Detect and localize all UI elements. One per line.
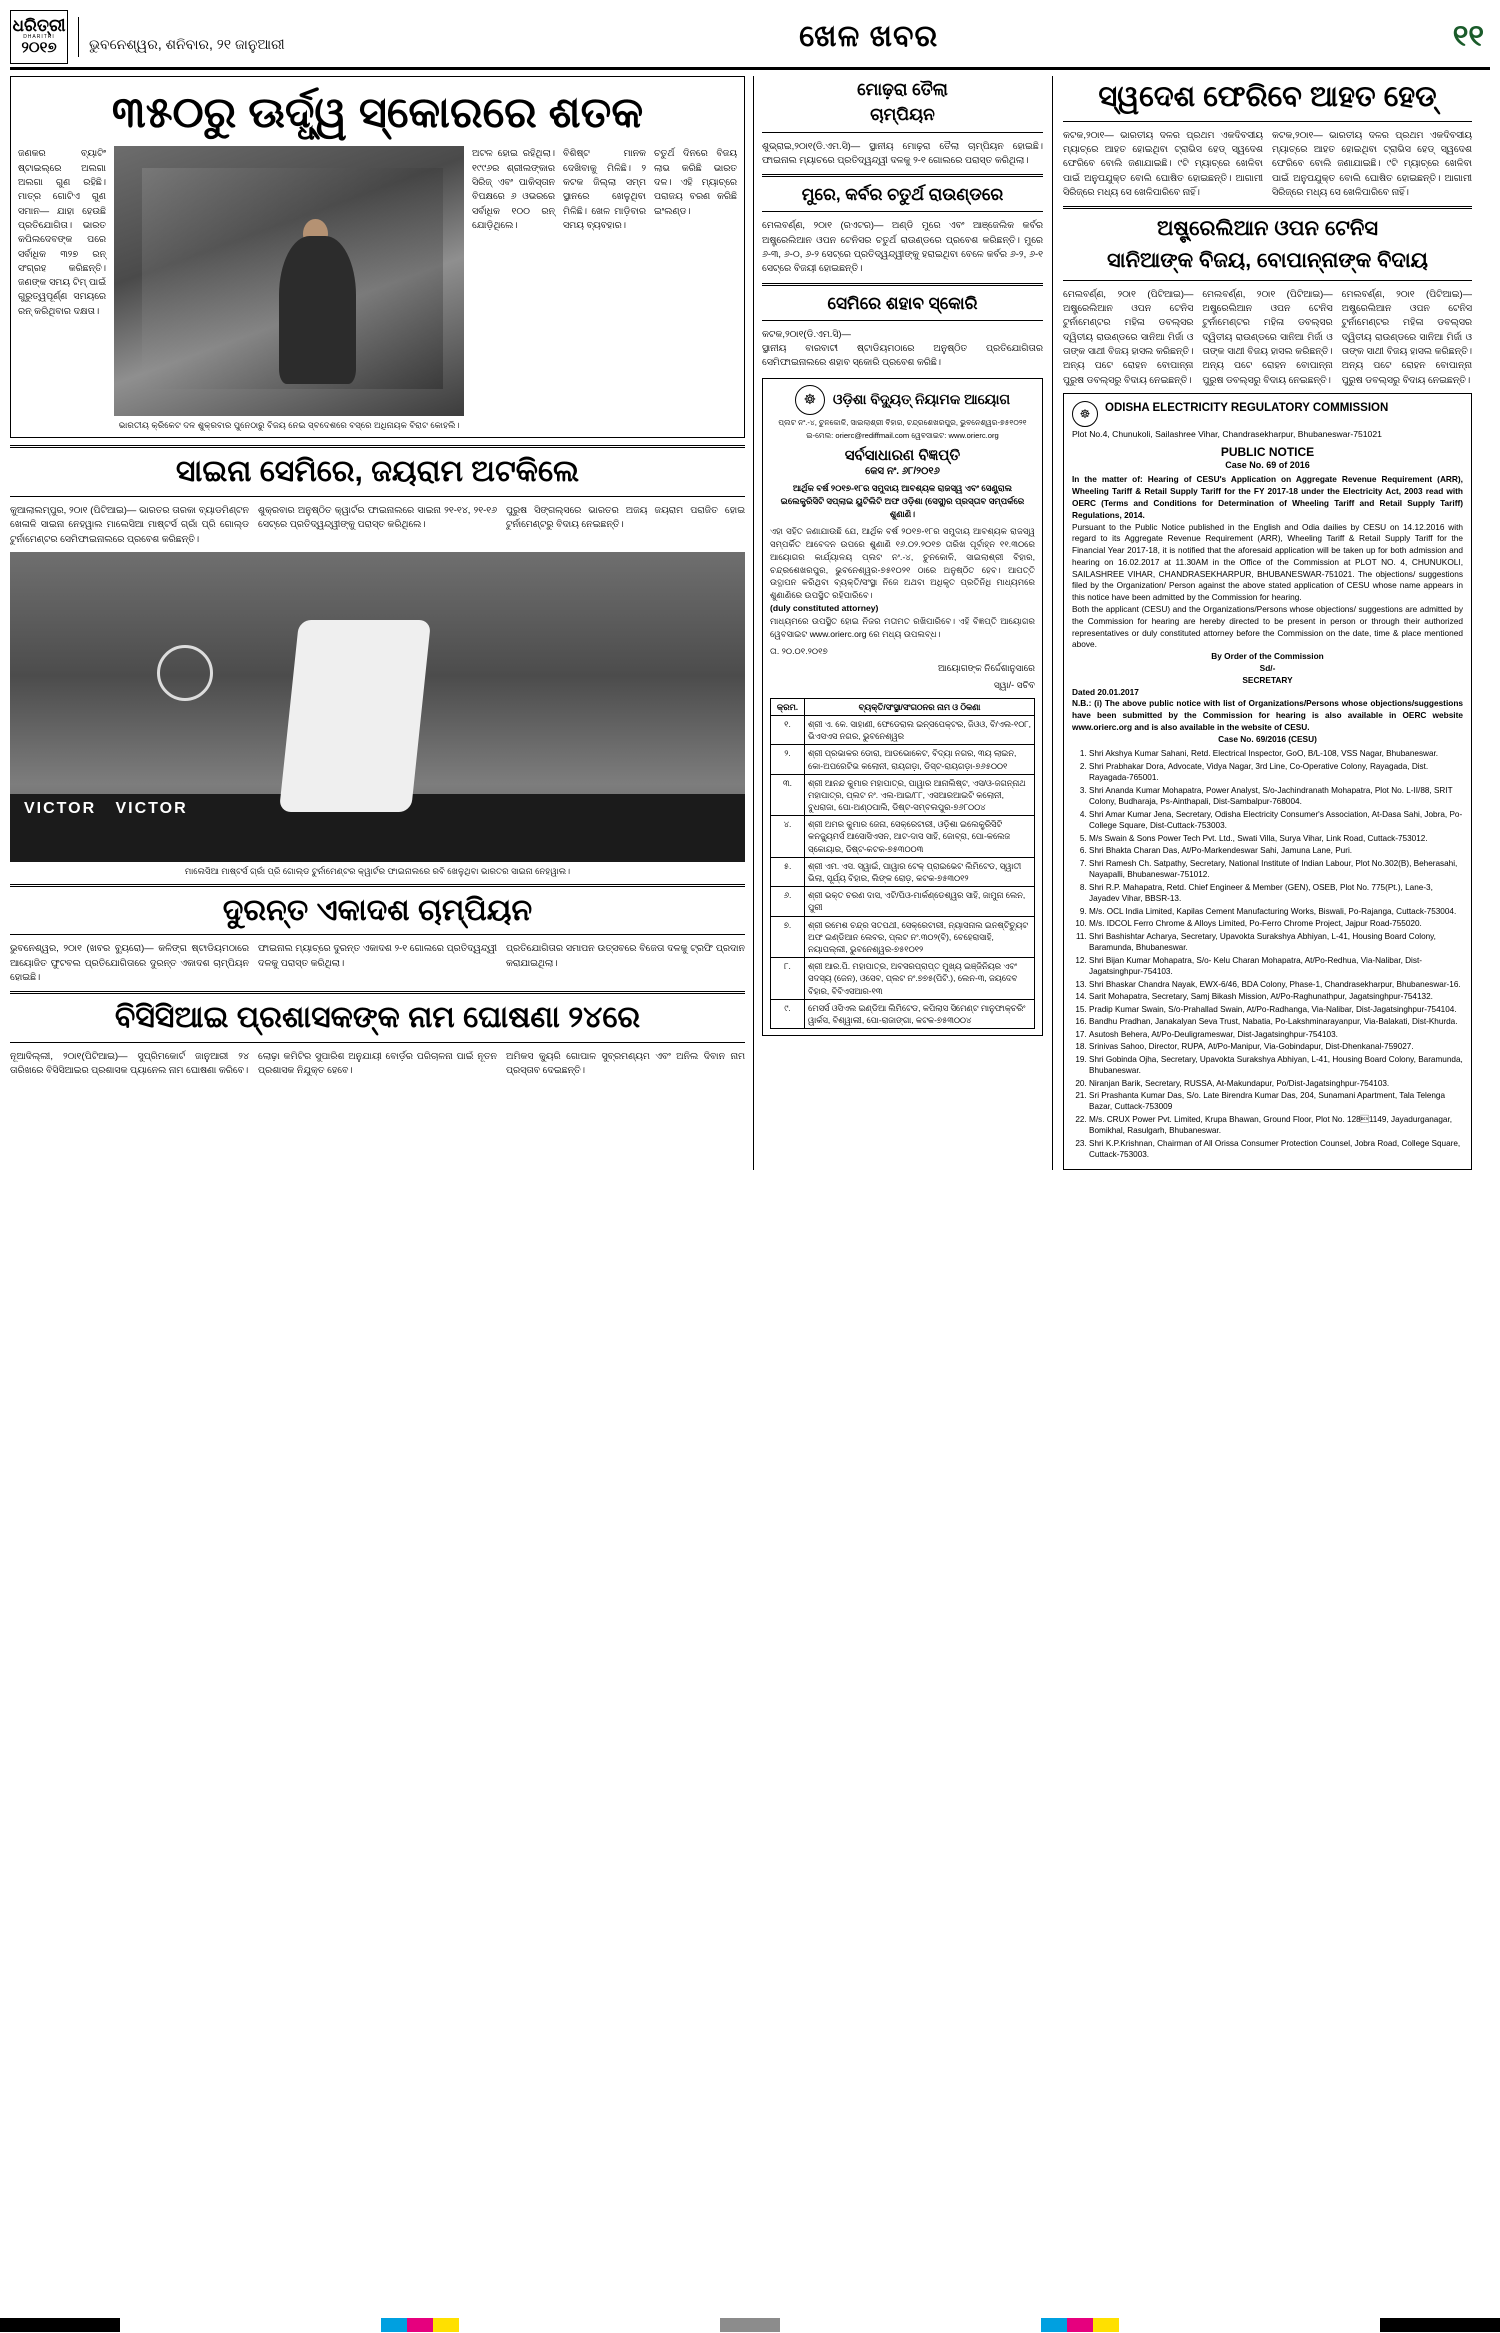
row-name: ଶ୍ରୀ ଭକ୍ତ ଚରଣ ଦାସ, ଏଟି/ପିଓ-ମାର୍କଣ୍ଡେଶ୍ୱର ସାହି, ଜାମୁନା ଲେନ, ପୁରୀ	[805, 887, 1035, 916]
lead-photo-caption: ଭାରତୀୟ କ୍ରିକେଟ ଦଳ ଶୁକ୍ରବାର ପୁନେଠାରୁ ବିଜୟ ନେଇ ସ୍ବଦେଶରେ ବସ୍‌ରେ ଅଧିନାୟକ ବିରାଟ କୋହଲି।	[118, 420, 460, 431]
print-registration-bar	[0, 2317, 1500, 2333]
row-serial: ୮.	[771, 958, 805, 1000]
bcci-text-col1: ନୂଆଦିଲ୍ଲୀ, ୨୦ା୧(ପିଟିଆଇ)— ସୁପ୍ରିମକୋର୍ଟ ଜାନୁଆରୀ ୨୪ ତାରିଖରେ ବିସିସିଆଇର ପ୍ରଶାସକ ପ୍ୟାନେଲ ନାମ ଘୋଷଣା କରିବେ।	[10, 1049, 249, 1076]
oerc-english-name: ODISHA ELECTRICITY REGULATORY COMMISSION	[1105, 401, 1389, 414]
semi-text: ସ୍ଥାନୀୟ ବାରବାଟୀ ଷ୍ଟାଡିୟମଠାରେ ଅନୁଷ୍ଠିତ ପ୍ରତିଯୋଗିତାର ସେମିଫାଇନାଲରେ ଶହାବ ସ୍କୋରି ପ୍ରବେଶ କରିଛି।	[762, 342, 1043, 368]
photo-person-body	[279, 236, 356, 385]
color-swatch	[1041, 2318, 1067, 2332]
color-swatch	[1093, 2318, 1119, 2332]
lead-text-col4: ଚତୁର୍ଥ ଦିନରେ ବିଜୟ ଲାଭ କରିଛି ଭାରତ ଦଳ। ଏହି ମ୍ୟାଚ୍‌ରେ ପରାଜୟ ବରଣ କରିଛି ଇଂଲଣ୍ଡ।	[654, 147, 737, 216]
list-item: 12. Shri Bijan Kumar Mohapatra, S/o- Kelu Charan Mohapatra, At/Po-Redhua, Via-Nalibar, Dist-Jagatsinghpur-754103.	[1089, 955, 1463, 978]
photo-racket	[157, 645, 213, 701]
color-swatch	[1067, 2318, 1093, 2332]
list-item: 14. Sarit Mohapatra, Secretary, Samj Bikash Mission, At/Po-Raghunathpur, Jagatsinghpur-754132.	[1089, 991, 1463, 1002]
oerc-english-case-no: Case No. 69 of 2016	[1225, 460, 1310, 471]
oerc-english-by-order-3: SECRETARY	[1242, 674, 1293, 685]
col-header-serial: କ୍ରମ.	[771, 698, 805, 715]
list-item: 17. Asutosh Behera, At/Po-Deuligrameswar, Dist-Jagatsinghpur-754103.	[1089, 1029, 1463, 1040]
right-column-block	[1052, 76, 1472, 1170]
row-serial: ୧.	[771, 715, 805, 744]
durant-text-col2: ଫାଇନାଲ ମ୍ୟାଚ୍‌ରେ ଦୁରନ୍ତ ଏକାଦଶ ୨-୧ ଗୋଲରେ ପ୍ରତିଦ୍ୱନ୍ଦ୍ୱୀ ଦଳକୁ ପରାସ୍ତ କରିଥିଲା।	[258, 942, 497, 968]
oerc-english-persons-list	[1072, 748, 1463, 1160]
table-row	[771, 958, 1035, 1000]
oerc-english-dated: Dated 20.01.2017	[1072, 686, 1139, 697]
table-row	[771, 887, 1035, 916]
list-item: 13. Shri Bhaskar Chandra Nayak, EWX-6/46, BDA Colony, Phase-1, Chandrasekharpur, Bhubaneswar-16.	[1089, 979, 1463, 990]
tennis-text-col2: ମେଲବର୍ଣ୍ଣ, ୨୦ା୧ (ପିଟିଆଇ)— ଅଷ୍ଟ୍ରେଲିଆନ ଓପନ ଟେନିସ ଟୁର୍ନାମେଣ୍ଟର ମହିଳା ଡବଲ୍ସର ଦ୍ୱିତୀୟ ରାଉଣ୍ଡରେ ସାନିଆ ମିର୍ଜା ଓ ତାଙ୍କ ସାଥୀ ବିଜୟ ହାସଲ କରିଛନ୍ତି। ଅନ୍ୟ ପଟେ ରୋହନ ବୋପାନ୍ନା ପୁରୁଷ ଡବଲ୍ସରୁ ବିଦାୟ ନେଇଛନ୍ତି।	[1202, 287, 1333, 385]
logo-subtitle: DHARITRI	[23, 33, 55, 40]
list-item: 3. Shri Ananda Kumar Mohapatra, Power Analyst, S/o-Jachindranath Mohapatra, Plot No. L-II/88, SRIT Colony, Budharaja, Ps-Ainthapali, Dist-Sambalpur-768004.	[1089, 785, 1463, 808]
saina-photo-caption: ମାଲେସିଆ ମାଷ୍ଟର୍ସ ଗ୍ରାଁ ପ୍ରି ଗୋଲ୍ଡ ଟୁର୍ନାମେଣ୍ଟର କ୍ୱାର୍ଟର ଫାଇନାଲରେ ରବି ଖେଳୁଥିବା ଭାରତର ସାଇନା ନେହୱାଲ।	[184, 865, 571, 876]
row-serial: ୫.	[771, 857, 805, 886]
middle-column-block	[753, 76, 1043, 1170]
list-item: 9. M/s. OCL India Limited, Kapilas Cement Manufacturing Works, Biswali, Po-Rajanga, Cuttack-753004.	[1089, 906, 1463, 917]
modhra-headline-line1: ମୋଢ଼ରା ତୈଲା	[857, 80, 948, 99]
list-item: 20. Niranjan Barik, Secretary, RUSSA, At-Makundapur, Po/Dist-Jagatsinghpur-754103.	[1089, 1078, 1463, 1089]
durant-text-col1: ଭୁବନେଶ୍ୱର, ୨୦ା୧ (ଖବର ବ୍ୟୁରୋ)— କଳିଙ୍ଗ ଷ୍ଟାଡିୟମଠାରେ ଆୟୋଜିତ ଫୁଟବଲ ପ୍ରତିଯୋଗିତାରେ ଦୁରନ୍ତ ଏକାଦଶ ଚାମ୍ପିୟନ ହୋଇଛି।	[10, 942, 249, 982]
saina-text-col3: ପୁରୁଷ ସିଙ୍ଗଲ୍ସରେ ଭାରତର ଅଜୟ ଜୟରାମ ପରାଜିତ ହୋଇ ଟୁର୍ନାମେଣ୍ଟରୁ ବିଦାୟ ନେଇଛନ୍ତି।	[506, 503, 745, 530]
row-serial: ୯.	[771, 999, 805, 1028]
list-item: 8. Shri R.P. Mahapatra, Retd. Chief Engineer & Member (GEN), OSEB, Plot No. 775(Pt.), Lane-3, Jayadev Vihar, BBSR-13.	[1089, 882, 1463, 905]
list-item: 7. Shri Ramesh Ch. Satpathy, Secretary, National Institute of Indian Labour, Plot No.302(B), Beherasahi, Nayapalli, Bhubaneswar-751012.	[1089, 858, 1463, 881]
row-name: ଶ୍ରୀ ଏମ. ଏସ. ସ୍ୱାଇଁ, ପାୱାର ଟେକ୍ ପ୍ରାଇଭେଟ ଲିମିଟେଡ, ସ୍ୱାତୀ ଭିଲା, ସୂର୍ଯ୍ୟ ବିହାର, ଲିଙ୍କ ରୋଡ଼, କଟକ-୭୫୩୦୧୨	[805, 857, 1035, 886]
dateline: ଭୁବନେଶ୍ୱର, ଶନିବାର, ୨୧ ଜାନୁଆରୀ	[78, 17, 285, 57]
modhra-headline-line2: ଚାମ୍ପିୟନ	[870, 105, 935, 125]
oerc-odia-body: ଏହା ସହିତ ଜଣାଯାଉଛି ଯେ, ଆର୍ଥିକ ବର୍ଷ ୨୦୧୭-୧୮ର ସମୁଦାୟ ଆବଶ୍ୟକ ରାଜସ୍ୱ ସମ୍ପର୍କିତ ଆବେଦନ ଉପରେ ଶୁଣାଣି ୧୬.୦୨.୨୦୧୭ ତାରିଖ ପୂର୍ବାହ୍ନ ୧୧.୩୦ରେ ଆୟୋଗର କାର୍ଯ୍ୟାଳୟ ପ୍ଲଟ ନଂ.-୪, ଚୁନକୋଳି, ସାଇଲାଶ୍ରୀ ବିହାର, ଚନ୍ଦ୍ରଶେଖରପୁର, ଭୁବନେଶ୍ୱର-୭୫୧୦୨୧ ଠାରେ ଅନୁଷ୍ଠିତ ହେବ। ଆପତ୍ତି ଉତ୍ଥାପନ କରିଥିବା ବ୍ୟକ୍ତି/ସଂସ୍ଥା ନିଜେ ଅଥବା ଅଧିକୃତ ପ୍ରତିନିଧି ମାଧ୍ୟମରେ ଶୁଣାଣିରେ ଉପସ୍ଥିତ ରହିପାରିବେ।	[770, 525, 1035, 601]
oerc-odia-sign-2: ସ୍ୱା/- ସଚିବ	[993, 680, 1035, 691]
color-swatch	[381, 2318, 407, 2332]
oerc-english-by-order-1: By Order of the Commission	[1211, 651, 1324, 662]
color-swatch	[0, 2318, 120, 2332]
table-row	[771, 816, 1035, 858]
oerc-odia-note: ମାଧ୍ୟମରେ ଉପସ୍ଥିତ ହୋଇ ନିଜର ମତାମତ ରଖିପାରିବେ। ଏହି ବିଜ୍ଞପ୍ତି ଆୟୋଗର ୱେବସାଇଟ www.orierc.org ରେ ମଧ୍ୟ ଉପଲବ୍ଧ।	[770, 616, 1035, 639]
row-name: ମେସର୍ସ ଓସିଏଲ ଇଣ୍ଡିଆ ଲିମିଟେଡ, କପିଲାସ ସିମେଣ୍ଟ ମାନୁଫାକ୍ଚରିଂ ୱାର୍କସ, ବିଶ୍ୱାଲୀ, ପୋ-ରାଜାଙ୍ଗା, କଟକ-୭୫୩୦୦୪	[805, 999, 1035, 1028]
oerc-odia-address-1: ପ୍ଲଟ ନଂ.-୪, ଚୁନକୋଳି, ସାଇଲାଶ୍ରୀ ବିହାର, ଚନ୍ଦ୍ରଶେଖରପୁର, ଭୁବନେଶ୍ୱର-୭୫୧୦୨୧	[778, 417, 1027, 427]
semi-byline: କଟକ,୨୦ା୧(ଡି.ଏମ.ସି)—	[762, 327, 851, 339]
page-number: ୧୧	[1452, 19, 1484, 53]
oerc-odia-sign-1: ଆୟୋଗଙ୍କ ନିର୍ଦ୍ଦେଶାନୁସାରେ	[938, 662, 1035, 673]
table-row	[771, 774, 1035, 816]
row-name: ଶ୍ରୀ ଆନନ୍ଦ କୁମାର ମହାପାତ୍ର, ପାୱାର ଆନାଲିଷ୍ଟ, ଏସ/ଓ-ଜଗନ୍ନାଥ ମହାପାତ୍ର, ପ୍ଲଟ ନଂ. ଏଲ-ଆଇ/୮୮, ଏସଆରଆଇଟି କଲୋନୀ, ବୁଧରାଜା, ପୋ-ଅଣ୍ଠପାଲି, ଡିଷ୍ଟ-ସମ୍ବଲପୁର-୭୬୮୦୦୪	[805, 774, 1035, 816]
oerc-odia-title: ଓଡ଼ିଶା ବିଦ୍ୟୁତ୍ ନିୟାମକ ଆୟୋଗ	[832, 391, 1011, 408]
row-name: ଶ୍ରୀ ଆର.ପି. ମହାପାତ୍ର, ଅବସରପ୍ରାପ୍ତ ମୁଖ୍ୟ ଇଞ୍ଜିନିୟର ଏବଂ ସଦସ୍ୟ (ଜେନ), ଓସେବ, ପ୍ଲଟ ନଂ.୭୭୫(ପିଟି.), ଲେନ-୩, ଜୟଦେବ ବିହାର, ବିବିଏସଆର-୧୩	[805, 958, 1035, 1000]
publication-logo	[10, 10, 68, 64]
list-item: 5. M/s Swain & Sons Power Tech Pvt. Ltd., Swati Villa, Surya Vihar, Link Road, Cuttack-753012.	[1089, 833, 1463, 844]
left-column-block	[10, 76, 745, 1170]
masthead	[10, 8, 1490, 70]
semi-headline: ସେମିରେ ଶହାବ ସ୍କୋରି	[827, 293, 978, 313]
emblem-icon: ☸	[795, 385, 825, 415]
moore-headline: ମୁରେ, କର୍ବର ଚତୁର୍ଥ ରାଉଣ୍ଡରେ	[801, 185, 1004, 205]
oerc-odia-notice-title: ସର୍ବସାଧାରଣ ବିଜ୍ଞପ୍ତି	[844, 447, 961, 465]
list-item: 23. Shri K.P.Krishnan, Chairman of All Orissa Consumer Protection Counsel, Jobra Road, College Square, Cuttack-753003.	[1089, 1138, 1463, 1161]
photo-board-text: VICTOR VICTOR	[24, 799, 188, 817]
saina-headline: ସାଇନା ସେମିରେ, ଜୟରାମ ଅଟକିଲେ	[175, 455, 580, 489]
oerc-english-notice	[1063, 393, 1472, 1170]
list-item: 6. Shri Bhakta Charan Das, At/Po-Markendeswar Sahi, Jamuna Lane, Puri.	[1089, 845, 1463, 856]
lead-text-col3: ବିଶିଷ୍ଟ ମାନକ ଦେଖିବାକୁ ମିଳିଛି। ୨ କଟକ ଜିଲ୍ଲା ସମ୍ମ ସ୍ଥାନରେ ଖେଳୁଥିବା ମିଳିଛି। ଖେଳ ମାଡ଼ିବାର ସମୟ ବ୍ୟବହାର।	[563, 147, 646, 230]
oerc-english-matter: Hearing of CESU's Application on Aggregate Revenue Requirement (ARR), Wheeling Tariff & Retail Supply Tariff for the FY 2017-18 under the Electricity Act, 2003 read with OERC (Terms and Conditions for Determination of Wheeling Tariff and Retail Supply Tariff) Regulations, 2014.	[1072, 474, 1463, 520]
lead-photo	[114, 146, 464, 416]
row-serial: ୭.	[771, 916, 805, 958]
oerc-odia-attorney-note: (duly constituted attorney)	[770, 603, 879, 614]
list-item: 4. Shri Amar Kumar Jena, Secretary, Odisha Electricity Consumer's Association, At-Dasa Sahi, Jobra, Po-College Square, Dist-Cuttack-753003.	[1089, 809, 1463, 832]
saina-text-col2: ଶୁକ୍ରବାର ଅନୁଷ୍ଠିତ କ୍ୱାର୍ଟର ଫାଇନାଲରେ ସାଇନା ୨୧-୧୪, ୨୧-୧୬ ସେଟ୍‌ରେ ପ୍ରତିଦ୍ୱନ୍ଦ୍ୱୀଙ୍କୁ ପରାସ୍ତ କରିଥିଲେ।	[258, 503, 497, 530]
oerc-english-nb[interactable]: N.B.: (i) The above public notice with list of Organizations/Persons whose objections/suggestions have been submitted by the Commission for hearing is also available in OERC website www.orierc.org and is also available in the website of CESU.	[1072, 698, 1463, 732]
color-swatch	[1380, 2318, 1500, 2332]
oerc-english-title: PUBLIC NOTICE	[1220, 445, 1315, 460]
bcci-text-col2: ଲୋଢ଼ା କମିଟିର ସୁପାରିଶ ଅନୁଯାୟୀ ବୋର୍ଡ଼ର ପରିଚାଳନା ପାଇଁ ନୂତନ ପ୍ରଶାସକ ନିଯୁକ୍ତ ହେବେ।	[258, 1049, 497, 1076]
row-name: ଶ୍ରୀ ରମେଶ ଚନ୍ଦ୍ର ସତପଥୀ, ସେକ୍ରେଟାରୀ, ନ୍ୟାସନାଲ ଇନଷ୍ଟିଚ୍ୟୁଟ ଅଫ ଇଣ୍ଡିଆନ ଲେବର, ପ୍ଲଟ ନଂ.୩୦୨(ବି), ବେହେରାସାହି, ନୟାପଲ୍ଲୀ, ଭୁବନେଶ୍ୱର-୭୫୧୦୧୨	[805, 916, 1035, 958]
head-injury-text-2: କଟକ,୨୦ା୧— ଭାରତୀୟ ଦଳର ପ୍ରଥମ ଏକଦିବସୀୟ ମ୍ୟାଚ୍‌ରେ ଆହତ ହୋଇଥିବା ଟ୍ରାଭିସ ହେଡ୍‌ ସ୍ୱଦେଶ ଫେରିବେ ବୋଲି ଜଣାଯାଇଛି। ୯ଟି ମ୍ୟାଚ୍‌ରେ ଖେଳିବା ପାଇଁ ଅନୁପଯୁକ୍ତ ବୋଲି ଘୋଷିତ ହୋଇଛନ୍ତି। ଆଗାମୀ ସିରିଜ୍‌ରେ ମଧ୍ୟ ସେ ଖେଳିପାରିବେ ନାହିଁ।	[1272, 128, 1472, 197]
durant-headline: ଦୁରନ୍ତ ଏକାଦଶ ଚାମ୍ପିୟନ	[222, 893, 533, 927]
table-row	[771, 999, 1035, 1028]
list-item: 18. Srinivas Sahoo, Director, RUPA, At/Po-Manipur, Via-Gobindapur, Dist-Dhenkanal-759027.	[1089, 1041, 1463, 1052]
lead-text-col1: ଜଣକର ବ୍ୟାଟିଂ ଷ୍ଟାଇଲ୍‌ରେ ଅଲଗା ଅଲଗା ଗୁଣ ରହିଛି। ମାତ୍ର ଗୋଟିଏ ଗୁଣ ସମାନ— ଯାହା ହେଉଛି ପ୍ରତିଯୋଗିତା। ଭାରତ କପିଲଦେବଙ୍କ ପରେ ସର୍ବାଧିକ ୩୨୭ ରନ୍‌ ସଂଗ୍ରହ କରିଛନ୍ତି। ଜଣଙ୍କ ସମୟ ଟିମ୍‌ ପାଇଁ ଗୁରୁତ୍ୱପୂର୍ଣ୍ଣ ସମୟରେ ରନ୍‌ କରିଥିବାର ଦକ୍ଷତା।	[18, 147, 106, 316]
row-name: ଶ୍ରୀ ପ୍ରଭାକର ଡୋରା, ଆଡଭୋକେଟ, ବିଦ୍ୟା ନଗର, ୩ୟ ଲାଇନ, କୋ-ଅପରେଟିଭ କଲୋନୀ, ରାୟଗଡ଼ା, ଡିସ୍ଟ-ରାୟଗଡ଼ା-୭୬୫୦୦୧	[805, 745, 1035, 774]
logo-year: ୨୦୧୭	[21, 39, 57, 57]
lead-headline: ୩୫୦ରୁ ଊର୍ଦ୍ଧ୍ୱ ସ୍କୋରରେ ଶତକ	[111, 89, 644, 137]
row-name: ଶ୍ରୀ ଅମର କୁମାର ଜେନା, ସେକ୍ରେଟାରୀ, ଓଡ଼ିଶା ଇଲେକ୍ଟ୍ରିସିଟି କନଜ୍ୟୁମର୍ସ ଆସୋସିଏସନ, ଆଟ-ଦାସ ସାହି, ଜୋବ୍ରା, ପୋ-କଲେଜ ସ୍କୋୟାର, ଡିଷ୍ଟ-କଟକ-୭୫୩୦୦୩	[805, 816, 1035, 858]
list-item: 2. Shri Prabhakar Dora, Advocate, Vidya Nagar, 3rd Line, Co-Operative Colony, Rayagada, Dist. Rayagada-765001.	[1089, 761, 1463, 784]
head-injury-text: କଟକ,୨୦ା୧— ଭାରତୀୟ ଦଳର ପ୍ରଥମ ଏକଦିବସୀୟ ମ୍ୟାଚ୍‌ରେ ଆହତ ହୋଇଥିବା ଟ୍ରାଭିସ ହେଡ୍‌ ସ୍ୱଦେଶ ଫେରିବେ ବୋଲି ଜଣାଯାଇଛି। ୯ଟି ମ୍ୟାଚ୍‌ରେ ଖେଳିବା ପାଇଁ ଅନୁପଯୁକ୍ତ ବୋଲି ଘୋଷିତ ହୋଇଛନ୍ତି। ଆଗାମୀ ସିରିଜ୍‌ରେ ମଧ୍ୟ ସେ ଖେଳିପାରିବେ ନାହିଁ।	[1063, 128, 1263, 197]
color-swatch	[433, 2318, 459, 2332]
col-header-name: ବ୍ୟକ୍ତି/ସଂସ୍ଥା/ସଂଗଠନର ନାମ ଓ ଠିକଣା	[805, 698, 1035, 715]
lead-story	[10, 76, 745, 438]
tennis-headline-line1: ଅଷ୍ଟ୍ରେଲିଆନ ଓପନ ଟେନିସ	[1156, 217, 1379, 241]
section-title: ଖେଳ ଖବର	[799, 19, 939, 53]
oerc-english-by-order-2: Sd/-	[1259, 662, 1276, 673]
list-item: 21. Sri Prashanta Kumar Das, S/o. Late Birendra Kumar Das, 204, Sunamani Apartment, Tala Telenga Bazar, Cuttack-753009	[1089, 1090, 1463, 1113]
photo-badminton-player	[279, 620, 431, 812]
bcci-headline: ବିସିସିଆଇ ପ୍ରଶାସକଙ୍କ ନାମ ଘୋଷଣା ୨୪ରେ	[114, 1001, 641, 1035]
row-serial: ୬.	[771, 887, 805, 916]
oerc-english-address: Plot No.4, Chunukoli, Sailashree Vihar, Chandrasekharpur, Bhubaneswar-751021	[1072, 428, 1382, 439]
color-swatch	[720, 2318, 780, 2332]
oerc-odia-case-no: କେସ ନଂ. ୬୮/୨୦୧୬	[865, 466, 940, 478]
moore-text: ମେଲବର୍ଣ୍ଣ, ୨୦ା୧ (ରଏଟର)— ଅଣ୍ଡି ମୁରେ ଏବଂ ଆଞ୍ଜେଲିକ କର୍ବର ଅଷ୍ଟ୍ରେଲିଆନ ଓପନ ଟେନିସର ଚତୁର୍ଥ ରାଉଣ୍ଡରେ ପ୍ରବେଶ କରିଛନ୍ତି। ମୁରେ ୬-୩, ୬-୦, ୬-୨ ସେଟ୍‌ରେ ପ୍ରତିଦ୍ୱନ୍ଦ୍ୱୀଙ୍କୁ ହରାଇଥିବା ବେଳେ କର୍ବର ୬-୨, ୬-୧ ସେଟ୍‌ରେ ବିଜୟୀ ହୋଇଛନ୍ତି।	[762, 219, 1043, 274]
logo-title: ଧରିତ୍ରୀ	[12, 16, 66, 36]
head-injury-headline: ସ୍ୱଦେଶ ଫେରିବେ ଆହତ ହେଡ୍‌	[1098, 81, 1437, 113]
list-item: 10. M/s. IDCOL Ferro Chrome & Alloys Limited, Po-Ferro Chrome Project, Jajpur Road-755020.	[1089, 918, 1463, 929]
table-row	[771, 745, 1035, 774]
oerc-english-matter-label: In the matter of:	[1072, 474, 1143, 485]
list-item: 22. M/s. CRUX Power Pvt. Limited, Krupa Bhawan, Ground Floor, Plot No. 1281149, Jayadurganagar, Bomikhal, Rasulgarh, Bhubaneswar.	[1089, 1114, 1463, 1137]
oerc-odia-objectors-table	[770, 698, 1035, 1029]
oerc-odia-notice	[762, 378, 1043, 1036]
saina-photo	[10, 552, 745, 862]
list-item: 19. Shri Gobinda Ojha, Secretary, Upavokta Surakshya Abhiyan, L-41, Housing Board Colony, Baramunda, Bhubaneswar.	[1089, 1054, 1463, 1077]
color-swatch	[407, 2318, 433, 2332]
table-row	[771, 916, 1035, 958]
row-name: ଶ୍ରୀ ଏ. କେ. ସାହାଣୀ, ଫେଡେରାଲ ଇନ୍ସପେକ୍ଟର, ଜିଓଓ, ବି/ଏଲ-୧୦୮, ଭିଏସଏସ ନଗର, ଭୁବନେଶ୍ୱର	[805, 715, 1035, 744]
table-header-row	[771, 698, 1035, 715]
oerc-odia-header	[770, 385, 1035, 415]
tennis-text-col1: ମେଲବର୍ଣ୍ଣ, ୨୦ା୧ (ପିଟିଆଇ)— ଅଷ୍ଟ୍ରେଲିଆନ ଓପନ ଟେନିସ ଟୁର୍ନାମେଣ୍ଟର ମହିଳା ଡବଲ୍ସର ଦ୍ୱିତୀୟ ରାଉଣ୍ଡରେ ସାନିଆ ମିର୍ଜା ଓ ତାଙ୍କ ସାଥୀ ବିଜୟ ହାସଲ କରିଛନ୍ତି। ଅନ୍ୟ ପଟେ ରୋହନ ବୋପାନ୍ନା ପୁରୁଷ ଡବଲ୍ସରୁ ବିଦାୟ ନେଇଛନ୍ତି।	[1063, 287, 1194, 385]
oerc-english-para-1: Pursuant to the Public Notice published in the English and Odia dailies by CESU on 14.12.2016 with regard to its Aggregate Revenue Requirement (ARR), Wheeling Tariff & Retail Supply Tariff for the Financial Year 2017-18, it is notified that the aforesaid application will be taken up for both admission and hearing on 16.02.2017 at 11.30AM in the Office of the Commission at PLOT NO. 4, CHUNUKOLI, SAILASHREE VIHAR, CHANDRASEKHARPUR, BHUBANESWAR-751021. The objections/ suggestions filed by the Organization/ Person against the above stated application of CESU whose name appears in this notice have been admitted by the Commission for hearing.	[1072, 521, 1463, 603]
lead-text-col2: ଅଟଳ ହୋଇ ରହିଥିଲା। ୧୯୯୬ର ଶ୍ରୀଲଙ୍କାର ସିରିଜ୍‌ ଏବଂ ପାକିସ୍ତାନ ବିପକ୍ଷରେ ୬ ଓଭରରେ ସର୍ବାଧିକ ୧୦୦ ରନ୍‌ ଯୋଡ଼ିଥିଲେ।	[472, 147, 555, 230]
oerc-english-list-case: Case No. 69/2016 (CESU)	[1218, 733, 1317, 744]
list-item: 16. Bandhu Pradhan, Janakalyan Seva Trust, Nabatia, Po-Lakshminarayanpur, Via-Balakati, Dist-Khurda.	[1089, 1016, 1463, 1027]
row-serial: ୪.	[771, 816, 805, 858]
row-serial: ୨.	[771, 745, 805, 774]
table-row	[771, 715, 1035, 744]
oerc-odia-subject: ଆର୍ଥିକ ବର୍ଷ ୨୦୧୭-୧୮ର ସମୁଦାୟ ଆବଶ୍ୟକ ରାଜସ୍ୱ ଏବଂ ସେଣ୍ଟ୍ରାଲ ଇଲେକ୍ଟ୍ରିସିଟି ସପ୍ଲାଇ ୟୁଟିଲିଟି ଅଫ ଓଡ଼ିଶା (ସେସୁ)ର ପ୍ରସ୍ତାବ ସମ୍ପର୍କରେ ଶୁଣାଣି।	[780, 483, 1025, 519]
list-item: 15. Pradip Kumar Swain, S/o-Prahallad Swain, At/Po-Radhanga, Via-Nalibar, Dist-Jagatsinghpur-754104.	[1089, 1004, 1463, 1015]
durant-text-col3: ପ୍ରତିଯୋଗିତାର ସମାପନ ଉତ୍ସବରେ ବିଜେତା ଦଳକୁ ଟ୍ରଫି ପ୍ରଦାନ କରାଯାଇଥିଲା।	[506, 942, 745, 968]
emblem-icon: ☸	[1072, 401, 1098, 427]
list-item: 11. Shri Bashishtar Acharya, Secretary, Upavokta Surakshya Abhiyan, L-41, Housing Board Colony, Baramunda, Bhubaneswar.	[1089, 931, 1463, 954]
table-row	[771, 857, 1035, 886]
list-item: 1. Shri Akshya Kumar Sahani, Retd. Electrical Inspector, GoO, B/L-108, VSS Nagar, Bhubaneswar.	[1089, 748, 1463, 759]
oerc-odia-address-2[interactable]: ଇ-ମେଲ: orierc@rediffmail.com ୱେବସାଇଟ: www.orierc.org	[806, 430, 999, 440]
saina-text-col1: କୁଆଲାଲମ୍ପୁର, ୨୦ା୧ (ପିଟିଆଇ)— ଭାରତର ତାରକା ବ୍ୟାଡମିଣ୍ଟନ ଖେଳାଳି ସାଇନା ନେହୱାଲ ମାଲେସିଆ ମାଷ୍ଟର୍ସ ଗ୍ରାଁ ପ୍ରି ଗୋଲ୍ଡ ଟୁର୍ନାମେଣ୍ଟର ସେମିଫାଇନାଲରେ ପ୍ରବେଶ କରିଛନ୍ତି।	[10, 503, 249, 544]
oerc-odia-date: ତା. ୨୦.୦୧.୨୦୧୭	[770, 645, 828, 656]
tennis-headline-line2: ସାନିଆଙ୍କ ବିଜୟ, ବୋପାନ୍ନାଙ୍କ ବିଦାୟ	[1107, 248, 1428, 272]
bcci-text-col3: ଅମିକସ କ୍ୟୁରି ଗୋପାଳ ସୁବ୍ରମଣ୍ୟମ ଏବଂ ଅନିଲ ଦିବାନ ନାମ ପ୍ରସ୍ତାବ ଦେଇଛନ୍ତି।	[506, 1049, 745, 1076]
tennis-text-col3: ମେଲବର୍ଣ୍ଣ, ୨୦ା୧ (ପିଟିଆଇ)— ଅଷ୍ଟ୍ରେଲିଆନ ଓପନ ଟେନିସ ଟୁର୍ନାମେଣ୍ଟର ମହିଳା ଡବଲ୍ସର ଦ୍ୱିତୀୟ ରାଉଣ୍ଡରେ ସାନିଆ ମିର୍ଜା ଓ ତାଙ୍କ ସାଥୀ ବିଜୟ ହାସଲ କରିଛନ୍ତି। ଅନ୍ୟ ପଟେ ରୋହନ ବୋପାନ୍ନା ପୁରୁଷ ଡବଲ୍ସରୁ ବିଦାୟ ନେଇଛନ୍ତି।	[1341, 287, 1472, 385]
oerc-english-para-2: Both the applicant (CESU) and the Organizations/Persons whose objections/ suggestions are admitted by the Commission for hearing are hereby directed to be present in person or through their authorized representatives or duly constituted attorney before the Commission on the date, time & place mentioned above.	[1072, 604, 1463, 650]
row-serial: ୩.	[771, 774, 805, 816]
modhra-text: ଶୁଭ୍ରାଇ,୨୦ା୧(ଡି.ଏମ.ସି)— ସ୍ଥାନୀୟ ମୋଢ଼ରା ତୈଲା ଚାମ୍ପିୟନ ହୋଇଛି। ଫାଇନାଲ ମ୍ୟାଚରେ ପ୍ରତିଦ୍ୱନ୍ଦ୍ୱୀ ଦଳକୁ ୨-୧ ଗୋଲରେ ପରାସ୍ତ କରିଥିଲା।	[762, 139, 1043, 165]
